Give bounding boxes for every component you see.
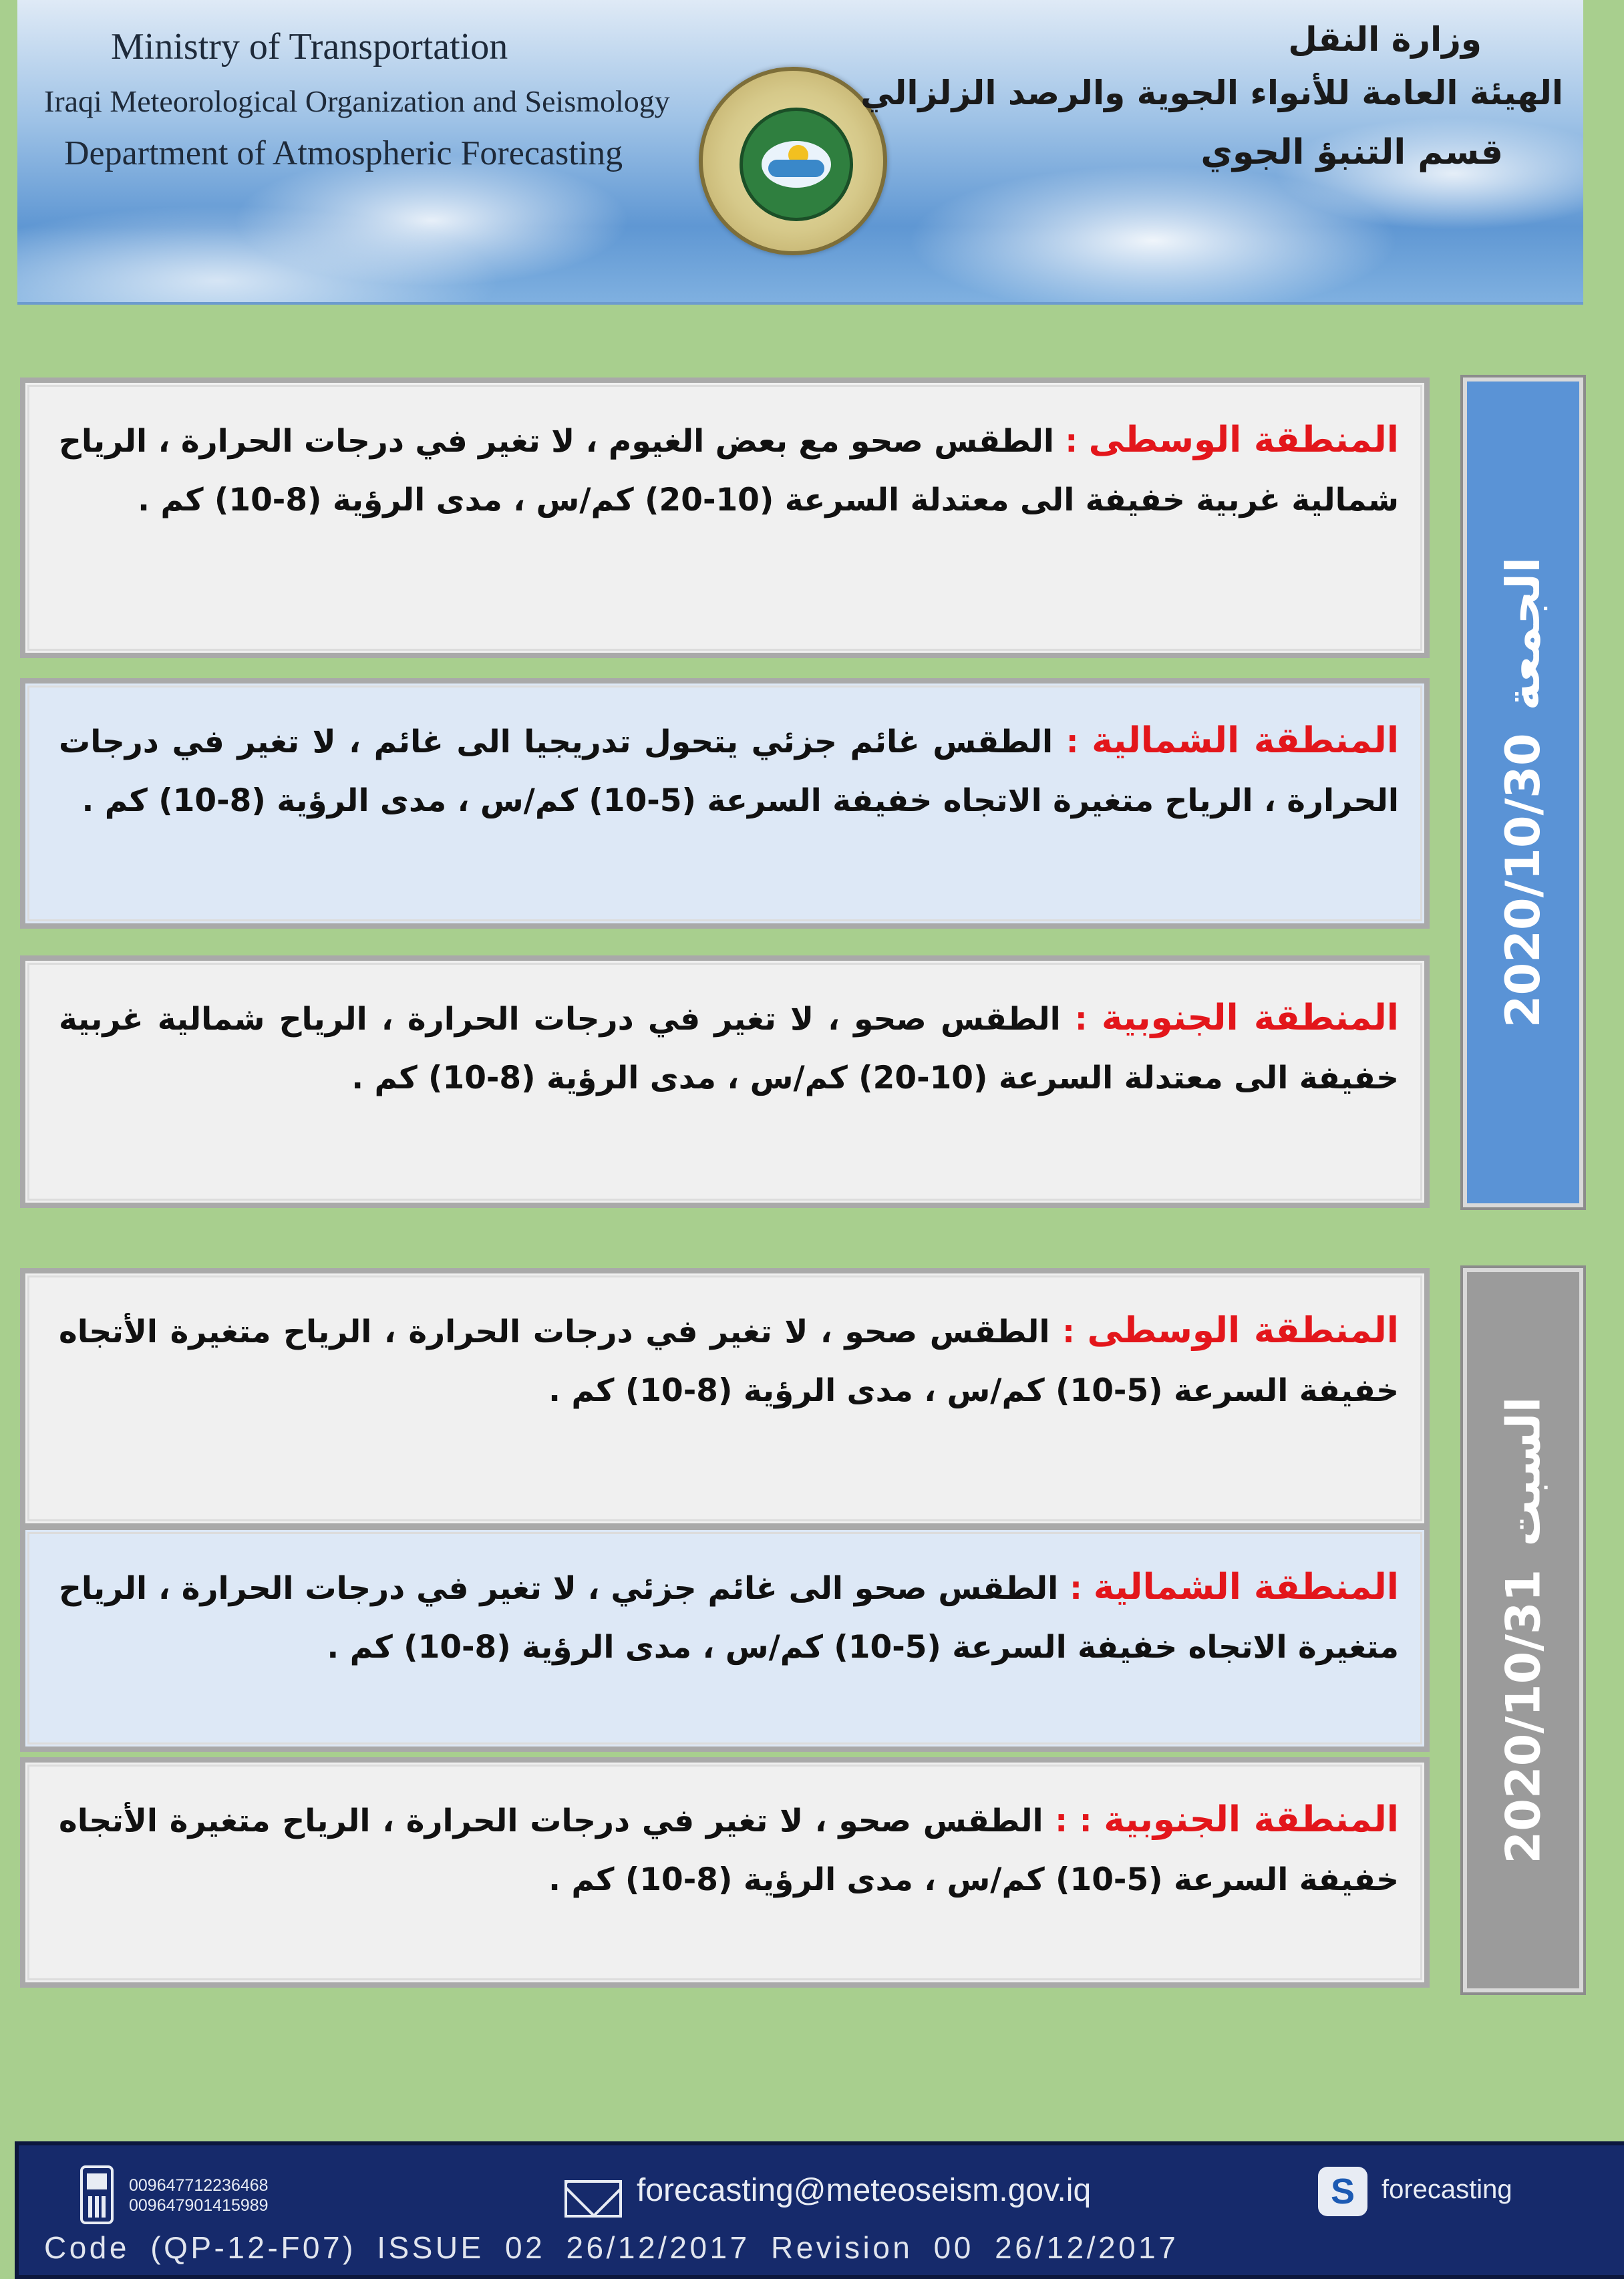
region-label: المنطقة الوسطى (1088, 420, 1399, 460)
date-bar-day2 (1463, 1268, 1583, 1992)
region-label: المنطقة الجنوبية (1101, 998, 1399, 1038)
region-colon: : (1065, 423, 1078, 460)
phone-numbers (129, 2175, 269, 2216)
skype-handle: forecasting (1382, 2175, 1512, 2204)
forecast-text: الطقس غائم جزئي يتحول تدريجيا الى غائم ، لا تغير في درجات الحرارة ، الرياح متغيرة الاتجاه خفيفة السرعة (5-10) كم/س ، مدى الرؤية (8-10) كم . (59, 724, 1399, 819)
forecast-text: الطقس صحو ، لا تغير في درجات الحرارة ، الرياح متغيرة الأتجاه خفيفة السرعة (5-10) كم/س ، مدى الرؤية (8-10) كم . (59, 1803, 1399, 1898)
region-label: المنطقة الجنوبية (1104, 1799, 1399, 1840)
envelope-icon (564, 2180, 622, 2218)
forecast-text: الطقس صحو مع بعض الغيوم ، لا تغير في درجات الحرارة ، الرياح شمالية غربية خفيفة الى معتدلة السرعة (10-20) كم/س ، مدى الرؤية (8-10) كم . (59, 423, 1399, 518)
forecast-text: الطقس صحو ، لا تغير في درجات الحرارة ، الرياح متغيرة الأتجاه خفيفة السرعة (5-10) كم/س ، مدى الرؤية (8-10) كم . (59, 1314, 1399, 1409)
document-code-line: Code (QP-12-F07) ISSUE 02 26/12/2017 Revision 00 26/12/2017 (44, 2230, 1179, 2265)
date-label: 2020/10/31 (1496, 1569, 1551, 1864)
phone-number-2: 009647901415989 (129, 2196, 269, 2215)
skype-icon: S (1318, 2167, 1367, 2216)
forecast-text: الطقس صحو ، لا تغير في درجات الحرارة ، الرياح شمالية غربية خفيفة الى معتدلة السرعة (10-20) كم/س ، مدى الرؤية (8-10) كم . (59, 1001, 1399, 1096)
ministry-name-en: Ministry of Transportation (111, 26, 508, 67)
forecast-south-day2 (20, 1757, 1430, 1988)
header-banner (17, 0, 1583, 305)
weekday-label: السبت (1496, 1396, 1551, 1547)
region-label: المنطقة الشمالية (1093, 1567, 1399, 1608)
organization-logo (699, 67, 887, 255)
organization-name-en: Iraqi Meteorological Organization and Seismology (44, 84, 670, 118)
region-colon: : (1062, 1314, 1075, 1350)
forecast-south-day1 (20, 955, 1430, 1208)
date-bar-day1 (1463, 377, 1583, 1207)
region-colon: : (1074, 1001, 1088, 1038)
organization-name-ar: الهيئة العامة للأنواء الجوية والرصد الزلزالي (860, 73, 1563, 112)
region-label: المنطقة الشمالية (1092, 720, 1399, 761)
region-colon: : (1066, 724, 1079, 760)
forecast-central-day1 (20, 377, 1430, 658)
email-address: forecasting@meteoseism.gov.iq (637, 2173, 1092, 2208)
forecast-north-day2 (20, 1525, 1430, 1752)
mobile-phone-icon (80, 2165, 114, 2224)
forecast-north-day1 (20, 678, 1430, 929)
forecast-text: الطقس صحو الى غائم جزئي ، لا تغير في درجات الحرارة ، الرياح متغيرة الاتجاه خفيفة السرعة (5-10) كم/س ، مدى الرؤية (8-10) كم . (59, 1570, 1399, 1666)
department-name-ar: قسم التنبؤ الجوي (1200, 132, 1503, 172)
footer (15, 2141, 1624, 2279)
department-name-en: Department of Atmospheric Forecasting (64, 134, 623, 172)
region-label: المنطقة الوسطى (1087, 1310, 1399, 1351)
ministry-name-ar: وزارة النقل (1288, 20, 1482, 59)
date-label: 2020/10/30 (1496, 733, 1551, 1028)
region-colon: : : (1055, 1803, 1092, 1839)
region-colon: : (1070, 1570, 1082, 1607)
phone-number-1: 009647712236468 (129, 2176, 269, 2195)
forecast-central-day2 (20, 1268, 1430, 1529)
weekday-label: الجمعة (1496, 557, 1551, 711)
